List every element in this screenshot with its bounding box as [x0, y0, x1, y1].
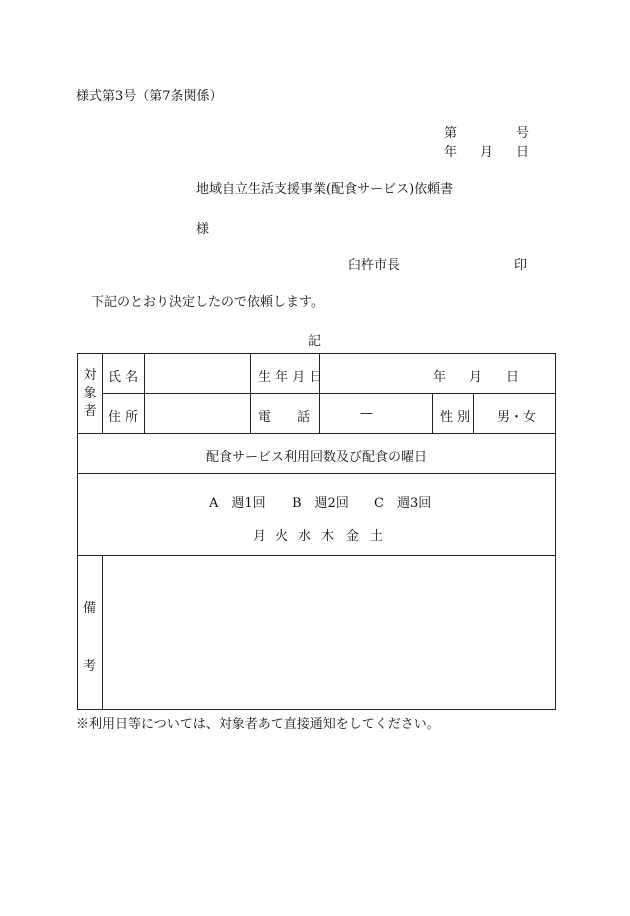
row-divider	[77, 555, 556, 556]
document-title: 地域自立生活支援事業(配食サービス)依頼書	[196, 182, 454, 197]
date-day-label: 日	[516, 145, 530, 160]
weekday-wed[interactable]: 水	[298, 529, 312, 544]
weekday-mon[interactable]: 月	[253, 529, 267, 544]
date-year-label: 年	[444, 145, 458, 160]
service-section-header: 配食サービス利用回数及び配食の曜日	[205, 450, 427, 465]
column-divider	[102, 353, 103, 433]
row-divider	[77, 433, 556, 434]
birthdate-label: 生 年 月 日	[258, 370, 323, 385]
address-label: 住 所	[108, 410, 139, 425]
column-divider	[102, 555, 103, 710]
weekday-tue[interactable]: 火	[275, 529, 289, 544]
address-field[interactable]	[150, 406, 245, 424]
form-number: 様式第3号（第7条関係）	[76, 89, 223, 104]
weekday-fri[interactable]: 金	[346, 529, 360, 544]
row-divider	[102, 393, 556, 394]
date-month-label: 月	[480, 145, 494, 160]
sex-options[interactable]: 男・女	[497, 410, 537, 425]
issuer-name: 臼杵市長	[348, 258, 401, 273]
footnote: ※利用日等については、対象者あて直接通知をしてください。	[76, 717, 440, 732]
phone-label: 電 話	[258, 410, 311, 425]
row-divider	[77, 473, 556, 474]
remarks-label-2: 考	[83, 659, 97, 674]
addressee-honorific: 様	[196, 222, 210, 237]
weekday-sat[interactable]: 土	[370, 529, 384, 544]
document-number-suffix: 号	[516, 126, 530, 141]
column-divider	[473, 393, 474, 433]
column-divider	[250, 353, 251, 433]
ki-heading: 記	[308, 334, 322, 349]
birth-month-label: 月	[469, 370, 483, 385]
sex-label: 性 別	[440, 410, 471, 425]
option-c[interactable]: C 週3回	[374, 496, 432, 511]
name-label: 氏 名	[108, 370, 139, 385]
remarks-field[interactable]	[106, 560, 551, 705]
intro-text: 下記のとおり決定したので依頼します。	[91, 295, 324, 310]
column-divider	[432, 393, 433, 433]
birth-year-label: 年	[433, 370, 447, 385]
option-b[interactable]: B 週2回	[292, 496, 349, 511]
column-divider	[144, 353, 145, 433]
name-field[interactable]	[150, 366, 245, 384]
document-number-prefix: 第	[444, 126, 458, 141]
target-person-label: 対 象 者	[83, 368, 97, 419]
phone-field[interactable]: —	[360, 406, 373, 421]
weekday-thu[interactable]: 木	[321, 529, 335, 544]
column-divider	[319, 353, 320, 433]
birth-day-label: 日	[506, 370, 520, 385]
remarks-label-1: 備	[83, 601, 97, 616]
option-a[interactable]: A 週1回	[209, 496, 266, 511]
seal-mark: 印	[514, 258, 528, 273]
